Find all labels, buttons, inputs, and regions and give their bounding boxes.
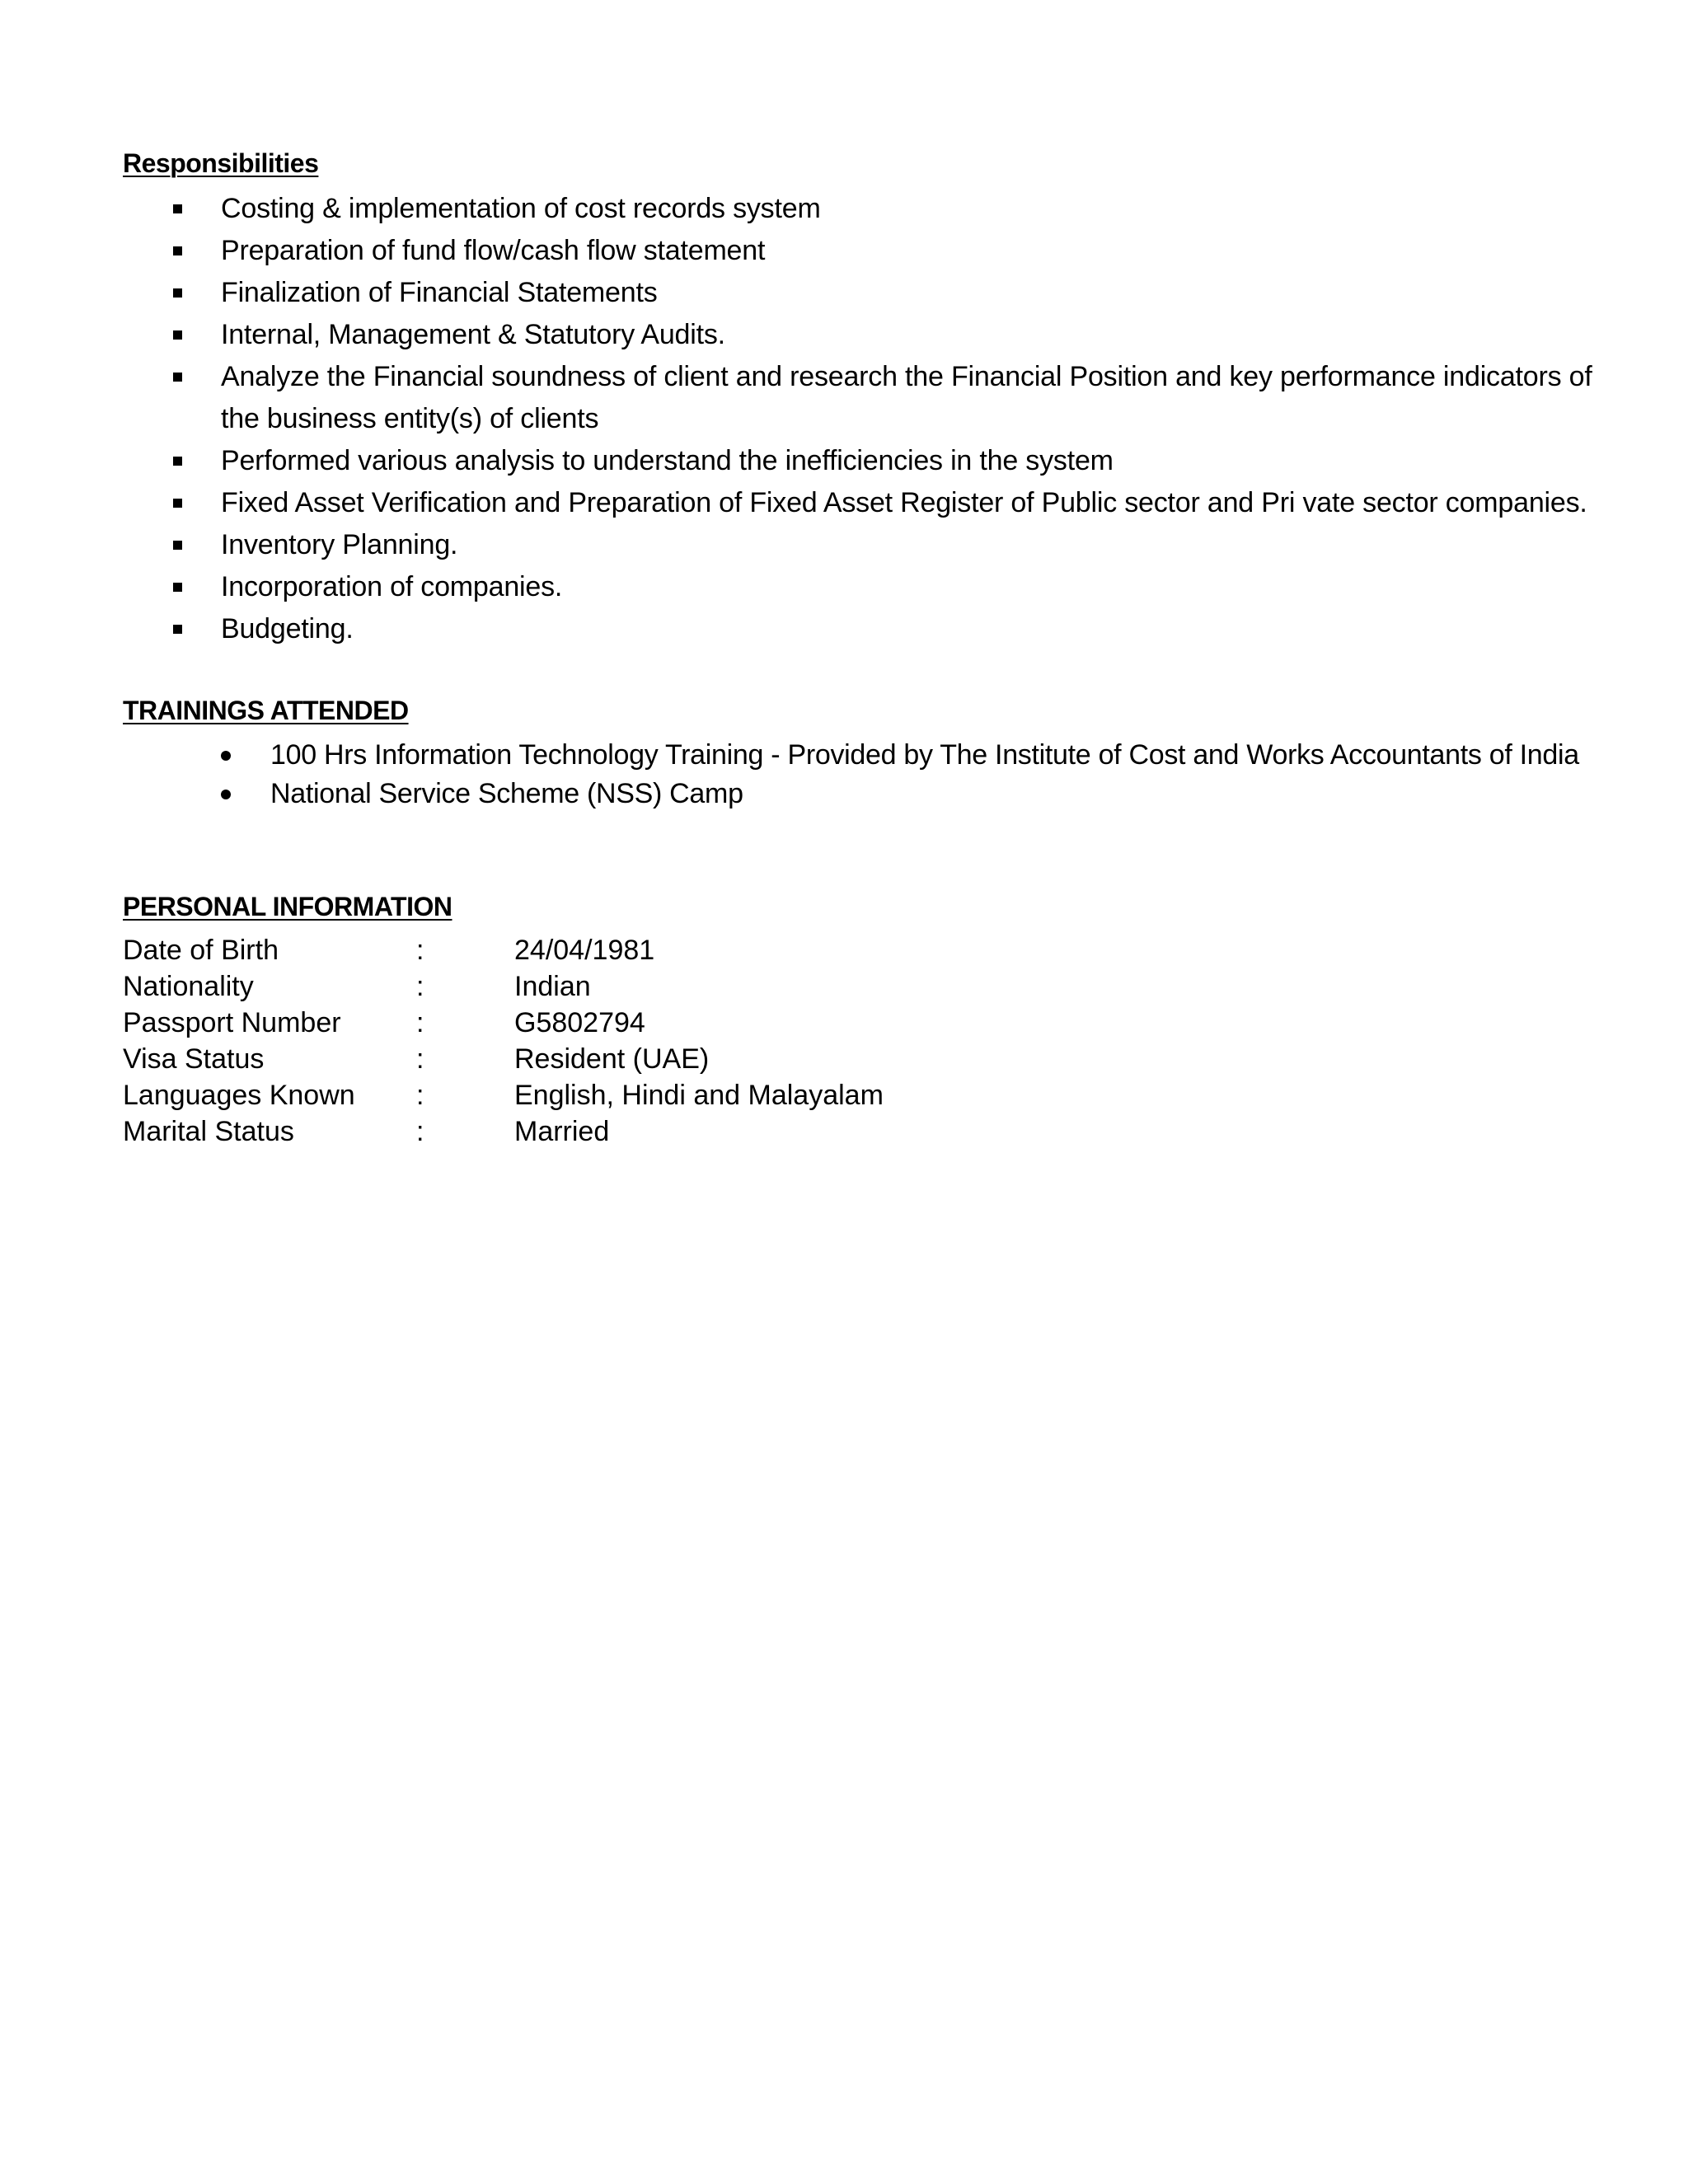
square-bullet-icon [173, 330, 182, 340]
list-item [0, 775, 1688, 813]
square-bullet-icon [173, 246, 182, 255]
list-item-text: Internal, Management & Statutory Audits. [221, 319, 725, 350]
list-item-text: 100 Hrs Information Technology Training - Provided by The Institute of Cost and Works Accountants of India [270, 739, 1579, 771]
list-item [0, 736, 1688, 775]
list-item-text: National Service Scheme (NSS) Camp [270, 778, 743, 809]
list-item-text: Performed various analysis to understand the inefficiencies in the system [221, 445, 1114, 476]
trainings-list [0, 736, 1688, 813]
square-bullet-icon [173, 373, 182, 382]
list-item [0, 314, 1688, 356]
responsibilities-heading: Responsibilities [123, 148, 319, 178]
info-label: Languages Known [123, 1080, 355, 1111]
round-bullet-icon [221, 790, 231, 799]
info-row-marital-status [123, 1113, 1029, 1150]
info-value: G5802794 [514, 1007, 645, 1038]
list-item [0, 524, 1688, 566]
info-label: Visa Status [123, 1043, 265, 1075]
info-separator: : [416, 971, 424, 1002]
info-row-nationality [123, 968, 1029, 1005]
square-bullet-icon [173, 204, 182, 213]
list-item-text: Preparation of fund flow/cash flow statement [221, 235, 766, 266]
square-bullet-icon [173, 457, 182, 466]
info-label: Nationality [123, 971, 254, 1002]
list-item [0, 356, 1688, 440]
square-bullet-icon [173, 583, 182, 592]
personal-information-heading: PERSONAL INFORMATION [123, 892, 452, 921]
list-item-text: Budgeting. [221, 613, 354, 644]
square-bullet-icon [173, 499, 182, 508]
round-bullet-icon [221, 751, 231, 761]
info-label: Marital Status [123, 1116, 294, 1147]
list-item [0, 230, 1688, 272]
list-item-text: Fixed Asset Verification and Preparation of Fixed Asset Register of Public sector and Pri vate sector companies. [221, 487, 1587, 518]
square-bullet-icon [173, 541, 182, 550]
info-value: English, Hindi and Malayalam [514, 1080, 884, 1111]
list-item [0, 608, 1688, 650]
info-row-languages-known [123, 1077, 1029, 1113]
trainings-heading: TRAININGS ATTENDED [123, 696, 409, 725]
personal-information-table [123, 932, 1029, 1150]
info-label: Date of Birth [123, 935, 279, 966]
info-row-visa-status [123, 1041, 1029, 1077]
list-item [0, 440, 1688, 482]
info-separator: : [416, 1007, 424, 1038]
info-value: 24/04/1981 [514, 935, 655, 966]
info-separator: : [416, 1080, 424, 1111]
info-row-passport-number [123, 1005, 1029, 1041]
info-separator: : [416, 1043, 424, 1075]
square-bullet-icon [173, 288, 182, 298]
info-separator: : [416, 1116, 424, 1147]
list-item [0, 482, 1688, 524]
square-bullet-icon [173, 625, 182, 634]
info-separator: : [416, 935, 424, 966]
info-value: Indian [514, 971, 591, 1002]
info-row-date-of-birth [123, 932, 1029, 968]
list-item-text: Costing & implementation of cost records system [221, 193, 821, 224]
list-item [0, 188, 1688, 230]
list-item-text: Analyze the Financial soundness of client and research the Financial Position and key performance indicators of the business entity(s) of clients [221, 361, 1592, 434]
list-item [0, 272, 1688, 314]
info-label: Passport Number [123, 1007, 341, 1038]
info-value: Married [514, 1116, 610, 1147]
list-item-text: Finalization of Financial Statements [221, 277, 658, 308]
list-item-text: Inventory Planning. [221, 529, 458, 560]
responsibilities-list [0, 188, 1688, 650]
info-value: Resident (UAE) [514, 1043, 710, 1075]
list-item-text: Incorporation of companies. [221, 571, 563, 602]
list-item [0, 566, 1688, 608]
